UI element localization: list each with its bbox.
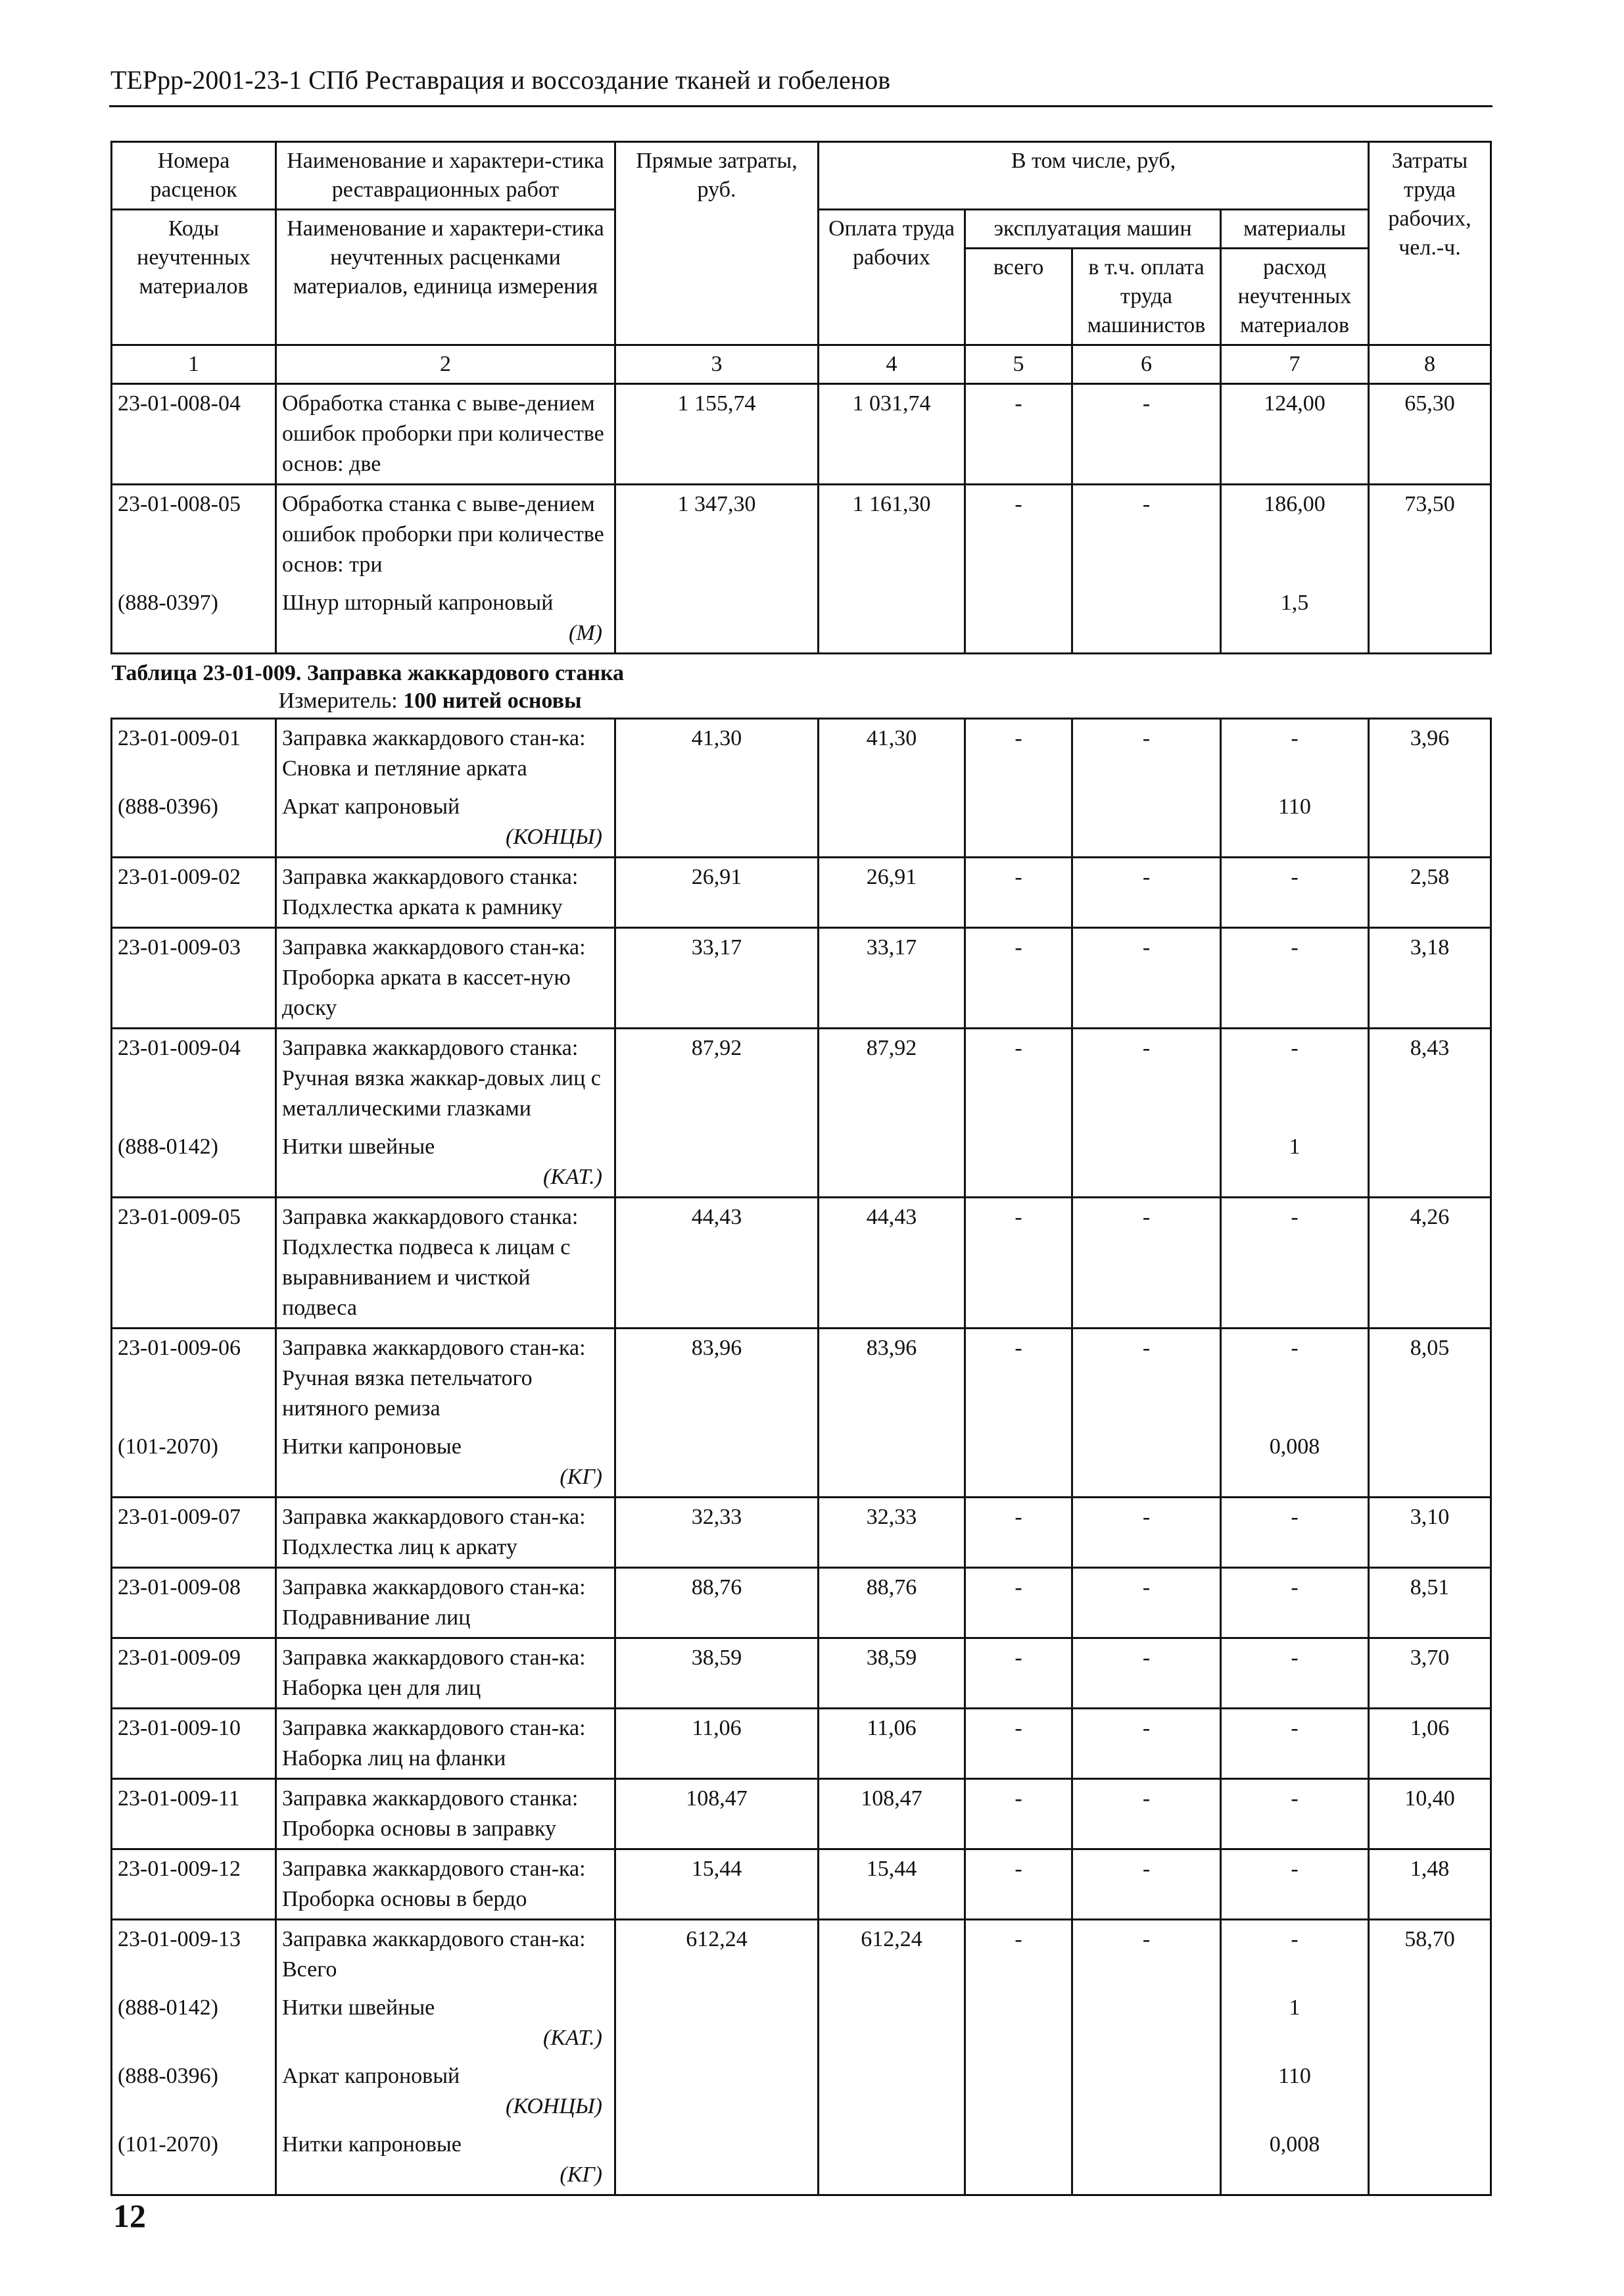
rate-name: Заправка жаккардового стан-ка: Ручная вязка петельчатого нитяного ремиза xyxy=(276,1329,615,1429)
col-3-header: Прямые затраты, руб. xyxy=(615,142,819,345)
rate-name: Заправка жаккардового стан-ка: Наборка цен для лиц xyxy=(276,1638,615,1709)
material-name: Нитки швейные xyxy=(282,1135,435,1159)
material-unit: (КОНЦЫ) xyxy=(506,825,602,849)
rate-mach-labor: - xyxy=(1072,1920,1221,1990)
material-name: Аркат капроновый xyxy=(282,794,460,819)
blank-cell xyxy=(1369,584,1491,654)
rate-name: Заправка жаккардового стан-ка: Всего xyxy=(276,1920,615,1990)
rate-mach: - xyxy=(965,858,1072,928)
rate-code: 23-01-009-08 xyxy=(112,1568,276,1638)
material-code: (888-0142) xyxy=(112,1989,276,2057)
blank-cell xyxy=(615,2057,819,2126)
rate-labor: 87,92 xyxy=(819,1029,965,1129)
rate-labor: 44,43 xyxy=(819,1198,965,1329)
rate-mat: - xyxy=(1221,928,1369,1029)
material-name-cell xyxy=(276,2126,615,2195)
material-quantity: 0,008 xyxy=(1221,2126,1369,2195)
rate-mach-labor: - xyxy=(1072,719,1221,789)
rate-mach: - xyxy=(965,719,1072,789)
blank-cell xyxy=(819,2057,965,2126)
page-number: 12 xyxy=(113,2197,146,2234)
rate-hours: 2,58 xyxy=(1369,858,1491,928)
material-name-cell xyxy=(276,584,615,654)
rate-mat: - xyxy=(1221,719,1369,789)
blank-cell xyxy=(1369,1989,1491,2057)
table-title-row xyxy=(112,654,1491,688)
material-name-cell xyxy=(276,1989,615,2057)
blank-cell xyxy=(965,1428,1072,1498)
material-quantity: 1,5 xyxy=(1221,584,1369,654)
material-quantity: 110 xyxy=(1221,2057,1369,2126)
rate-mach-labor: - xyxy=(1072,384,1221,485)
material-name-cell xyxy=(276,1128,615,1198)
rate-mat: - xyxy=(1221,1198,1369,1329)
rate-code: 23-01-009-03 xyxy=(112,928,276,1029)
rate-direct: 38,59 xyxy=(615,1638,819,1709)
rate-mat: - xyxy=(1221,1638,1369,1709)
rate-code: 23-01-009-11 xyxy=(112,1779,276,1849)
rate-code: 23-01-009-12 xyxy=(112,1849,276,1920)
rate-mach-labor: - xyxy=(1072,1849,1221,1920)
column-number: 6 xyxy=(1072,345,1221,384)
rate-code: 23-01-009-01 xyxy=(112,719,276,789)
rate-mach-labor: - xyxy=(1072,1029,1221,1129)
rate-direct: 32,33 xyxy=(615,1498,819,1568)
rate-name: Заправка жаккардового станка: Ручная вязка жаккар-довых лиц с металлическими глазками xyxy=(276,1029,615,1129)
col-7-header: расход неучтенных материалов xyxy=(1221,249,1369,345)
rate-labor: 33,17 xyxy=(819,928,965,1029)
rate-labor: 1 161,30 xyxy=(819,485,965,585)
rate-mach-labor: - xyxy=(1072,1568,1221,1638)
including-header: В том числе, руб, xyxy=(819,142,1369,210)
material-quantity: 1 xyxy=(1221,1128,1369,1198)
rate-labor: 83,96 xyxy=(819,1329,965,1429)
rate-mach: - xyxy=(965,1568,1072,1638)
blank-cell xyxy=(819,788,965,858)
material-row xyxy=(112,584,1491,654)
rate-hours: 1,48 xyxy=(1369,1849,1491,1920)
rate-name: Заправка жаккардового стан-ка: Проборка основы в бердо xyxy=(276,1849,615,1920)
rate-mach-labor: - xyxy=(1072,1638,1221,1709)
col-1-bottom-header: Коды неучтенных материалов xyxy=(112,210,276,345)
blank-cell xyxy=(819,1128,965,1198)
col-8-header: Затраты труда рабочих, чел.-ч. xyxy=(1369,142,1491,345)
rate-row xyxy=(112,1920,1491,1990)
column-number: 7 xyxy=(1221,345,1369,384)
rate-direct: 87,92 xyxy=(615,1029,819,1129)
rate-code: 23-01-009-06 xyxy=(112,1329,276,1429)
rates-table xyxy=(110,141,1492,2196)
rate-row xyxy=(112,928,1491,1029)
rate-labor: 88,76 xyxy=(819,1568,965,1638)
column-number: 4 xyxy=(819,345,965,384)
blank-cell xyxy=(1072,2126,1221,2195)
col-2-top-header: Наименование и характери-стика реставрационных работ xyxy=(276,142,615,210)
rate-mat: 124,00 xyxy=(1221,384,1369,485)
rate-labor: 32,33 xyxy=(819,1498,965,1568)
rate-mach: - xyxy=(965,1920,1072,1990)
blank-cell xyxy=(1072,2057,1221,2126)
material-name-cell xyxy=(276,2057,615,2126)
rate-direct: 83,96 xyxy=(615,1329,819,1429)
material-row xyxy=(112,788,1491,858)
rate-row xyxy=(112,1849,1491,1920)
material-name: Нитки капроновые xyxy=(282,1434,462,1459)
rate-name: Заправка жаккардового стан-ка: Проборка арката в кассет-ную доску xyxy=(276,928,615,1029)
col-6-header: в т.ч. оплата труда машинистов xyxy=(1072,249,1221,345)
rate-direct: 33,17 xyxy=(615,928,819,1029)
rate-labor: 11,06 xyxy=(819,1709,965,1779)
blank-cell xyxy=(615,2126,819,2195)
rate-mach-labor: - xyxy=(1072,858,1221,928)
rate-name: Обработка станка с выве-дением ошибок проборки при количестве основ: три xyxy=(276,485,615,585)
material-code: (888-0397) xyxy=(112,584,276,654)
rate-code: 23-01-009-04 xyxy=(112,1029,276,1129)
rate-mat: - xyxy=(1221,1920,1369,1990)
rate-mach: - xyxy=(965,485,1072,585)
material-quantity: 110 xyxy=(1221,788,1369,858)
material-quantity: 1 xyxy=(1221,1989,1369,2057)
material-row xyxy=(112,1128,1491,1198)
blank-cell xyxy=(965,1989,1072,2057)
rate-code: 23-01-009-02 xyxy=(112,858,276,928)
blank-cell xyxy=(1072,1989,1221,2057)
rate-name: Заправка жаккардового станка: Подхлестка подвеса к лицам с выравниванием и чисткой подвеса xyxy=(276,1198,615,1329)
rate-mat: - xyxy=(1221,858,1369,928)
rate-mach-labor: - xyxy=(1072,1779,1221,1849)
blank-cell xyxy=(615,1989,819,2057)
rate-hours: 3,18 xyxy=(1369,928,1491,1029)
material-name: Нитки швейные xyxy=(282,1995,435,2020)
rate-name: Обработка станка с выве-дением ошибок проборки при количестве основ: две xyxy=(276,384,615,485)
material-unit: (КГ) xyxy=(560,2162,602,2187)
rate-mach: - xyxy=(965,384,1072,485)
materials-header: материалы xyxy=(1221,210,1369,249)
rate-hours: 65,30 xyxy=(1369,384,1491,485)
rate-mat: - xyxy=(1221,1498,1369,1568)
rate-hours: 73,50 xyxy=(1369,485,1491,585)
rate-row xyxy=(112,1029,1491,1129)
rate-mach: - xyxy=(965,1329,1072,1429)
column-number: 5 xyxy=(965,345,1072,384)
rate-mach: - xyxy=(965,1498,1072,1568)
material-code: (888-0142) xyxy=(112,1128,276,1198)
rate-labor: 26,91 xyxy=(819,858,965,928)
material-code: (888-0396) xyxy=(112,2057,276,2126)
rate-hours: 1,06 xyxy=(1369,1709,1491,1779)
blank-cell xyxy=(1072,1428,1221,1498)
col-2-bottom-header: Наименование и характери-стика неучтенных расценками материалов, единица измерения xyxy=(276,210,615,345)
rate-row xyxy=(112,858,1491,928)
material-code: (101-2070) xyxy=(112,1428,276,1498)
rate-labor: 1 031,74 xyxy=(819,384,965,485)
header-rule xyxy=(109,105,1493,107)
rate-row xyxy=(112,485,1491,585)
rate-labor: 108,47 xyxy=(819,1779,965,1849)
rate-mach-labor: - xyxy=(1072,485,1221,585)
rate-row xyxy=(112,1329,1491,1429)
material-quantity: 0,008 xyxy=(1221,1428,1369,1498)
rate-name: Заправка жаккардового стан-ка: Подравнивание лиц xyxy=(276,1568,615,1638)
rate-row xyxy=(112,719,1491,789)
table-title: Таблица 23-01-009. Заправка жаккардового станка xyxy=(111,661,625,685)
blank-cell xyxy=(615,1128,819,1198)
rate-mach-labor: - xyxy=(1072,1329,1221,1429)
rate-direct: 88,76 xyxy=(615,1568,819,1638)
rate-name: Заправка жаккардового станка: Проборка основы в заправку xyxy=(276,1779,615,1849)
rate-row xyxy=(112,1709,1491,1779)
rate-mach-labor: - xyxy=(1072,1709,1221,1779)
rate-direct: 108,47 xyxy=(615,1779,819,1849)
blank-cell xyxy=(819,1428,965,1498)
rate-name: Заправка жаккардового стан-ка: Подхлестка лиц к аркату xyxy=(276,1498,615,1568)
rate-name: Заправка жаккардового стан-ка: Наборка лиц на фланки xyxy=(276,1709,615,1779)
material-row xyxy=(112,2126,1491,2195)
blank-cell xyxy=(1369,2126,1491,2195)
rate-direct: 612,24 xyxy=(615,1920,819,1990)
rate-hours: 10,40 xyxy=(1369,1779,1491,1849)
rate-row xyxy=(112,1198,1491,1329)
rate-direct: 1 347,30 xyxy=(615,485,819,585)
rate-row xyxy=(112,1638,1491,1709)
measure-label: Измеритель: xyxy=(278,689,398,713)
col-1-top-header: Номера расценок xyxy=(112,142,276,210)
col-4-header: Оплата труда рабочих xyxy=(819,210,965,345)
material-name: Шнур шторный капроновый xyxy=(282,591,554,615)
rate-code: 23-01-008-05 xyxy=(112,485,276,585)
column-numbers-row xyxy=(112,345,1491,384)
rate-row xyxy=(112,1779,1491,1849)
rate-labor: 38,59 xyxy=(819,1638,965,1709)
col-5-header: всего xyxy=(965,249,1072,345)
material-row xyxy=(112,2057,1491,2126)
table-measure xyxy=(112,687,1491,719)
material-name-cell xyxy=(276,1428,615,1498)
material-name-cell xyxy=(276,788,615,858)
blank-cell xyxy=(819,1989,965,2057)
blank-cell xyxy=(965,2057,1072,2126)
rate-mach-labor: - xyxy=(1072,1198,1221,1329)
column-number: 1 xyxy=(112,345,276,384)
rate-mat: - xyxy=(1221,1849,1369,1920)
material-unit: (КАТ.) xyxy=(543,1165,602,1189)
rate-hours: 4,26 xyxy=(1369,1198,1491,1329)
rate-direct: 41,30 xyxy=(615,719,819,789)
blank-cell xyxy=(819,584,965,654)
column-number: 2 xyxy=(276,345,615,384)
blank-cell xyxy=(1072,584,1221,654)
blank-cell xyxy=(1369,1128,1491,1198)
blank-cell xyxy=(1369,2057,1491,2126)
rate-name: Заправка жаккардового станка: Подхлестка арката к рамнику xyxy=(276,858,615,928)
blank-cell xyxy=(1369,788,1491,858)
table-measure-row xyxy=(112,687,1491,719)
blank-cell xyxy=(965,1128,1072,1198)
rate-row xyxy=(112,1498,1491,1568)
material-unit: (М) xyxy=(569,621,602,645)
rate-direct: 44,43 xyxy=(615,1198,819,1329)
rate-mach: - xyxy=(965,928,1072,1029)
rate-mach: - xyxy=(965,1029,1072,1129)
rate-labor: 612,24 xyxy=(819,1920,965,1990)
rate-code: 23-01-008-04 xyxy=(112,384,276,485)
material-unit: (КГ) xyxy=(560,1465,602,1489)
rate-hours: 3,96 xyxy=(1369,719,1491,789)
material-code: (101-2070) xyxy=(112,2126,276,2195)
rate-name: Заправка жаккардового стан-ка: Сновка и петляние арката xyxy=(276,719,615,789)
rate-direct: 26,91 xyxy=(615,858,819,928)
rate-row xyxy=(112,1568,1491,1638)
rate-labor: 41,30 xyxy=(819,719,965,789)
blank-cell xyxy=(1072,1128,1221,1198)
rate-code: 23-01-009-10 xyxy=(112,1709,276,1779)
material-name: Нитки капроновые xyxy=(282,2132,462,2157)
blank-cell xyxy=(819,2126,965,2195)
rate-mach: - xyxy=(965,1638,1072,1709)
rate-code: 23-01-009-07 xyxy=(112,1498,276,1568)
material-unit: (КОНЦЫ) xyxy=(506,2094,602,2118)
rate-hours: 3,10 xyxy=(1369,1498,1491,1568)
machines-header: эксплуатация машин xyxy=(965,210,1221,249)
material-row xyxy=(112,1428,1491,1498)
rate-direct: 11,06 xyxy=(615,1709,819,1779)
blank-cell xyxy=(965,788,1072,858)
document-header: ТЕРрр-2001-23-1 СПб Реставрация и воссоздание тканей и гобеленов xyxy=(110,65,891,95)
material-name: Аркат капроновый xyxy=(282,2064,460,2088)
blank-cell xyxy=(965,584,1072,654)
rate-hours: 8,43 xyxy=(1369,1029,1491,1129)
rate-mat: 186,00 xyxy=(1221,485,1369,585)
blank-cell xyxy=(965,2126,1072,2195)
rate-code: 23-01-009-13 xyxy=(112,1920,276,1990)
rate-mat: - xyxy=(1221,1029,1369,1129)
rate-mat: - xyxy=(1221,1779,1369,1849)
rate-direct: 1 155,74 xyxy=(615,384,819,485)
column-number: 8 xyxy=(1369,345,1491,384)
rate-mach: - xyxy=(965,1709,1072,1779)
rate-direct: 15,44 xyxy=(615,1849,819,1920)
rate-mach: - xyxy=(965,1849,1072,1920)
blank-cell xyxy=(1072,788,1221,858)
measure-value: 100 нитей основы xyxy=(403,689,582,713)
column-number: 3 xyxy=(615,345,819,384)
blank-cell xyxy=(1369,1428,1491,1498)
material-unit: (КАТ.) xyxy=(543,2026,602,2050)
rate-mat: - xyxy=(1221,1709,1369,1779)
rate-hours: 3,70 xyxy=(1369,1638,1491,1709)
rate-hours: 58,70 xyxy=(1369,1920,1491,1990)
rate-hours: 8,05 xyxy=(1369,1329,1491,1429)
rate-code: 23-01-009-09 xyxy=(112,1638,276,1709)
blank-cell xyxy=(615,788,819,858)
blank-cell xyxy=(615,584,819,654)
rate-mach-labor: - xyxy=(1072,1498,1221,1568)
rate-labor: 15,44 xyxy=(819,1849,965,1920)
rate-hours: 8,51 xyxy=(1369,1568,1491,1638)
rate-mach: - xyxy=(965,1779,1072,1849)
rate-code: 23-01-009-05 xyxy=(112,1198,276,1329)
blank-cell xyxy=(615,1428,819,1498)
material-row xyxy=(112,1989,1491,2057)
rate-mat: - xyxy=(1221,1568,1369,1638)
rate-mat: - xyxy=(1221,1329,1369,1429)
material-code: (888-0396) xyxy=(112,788,276,858)
rate-mach-labor: - xyxy=(1072,928,1221,1029)
rate-mach: - xyxy=(965,1198,1072,1329)
rate-row xyxy=(112,384,1491,485)
